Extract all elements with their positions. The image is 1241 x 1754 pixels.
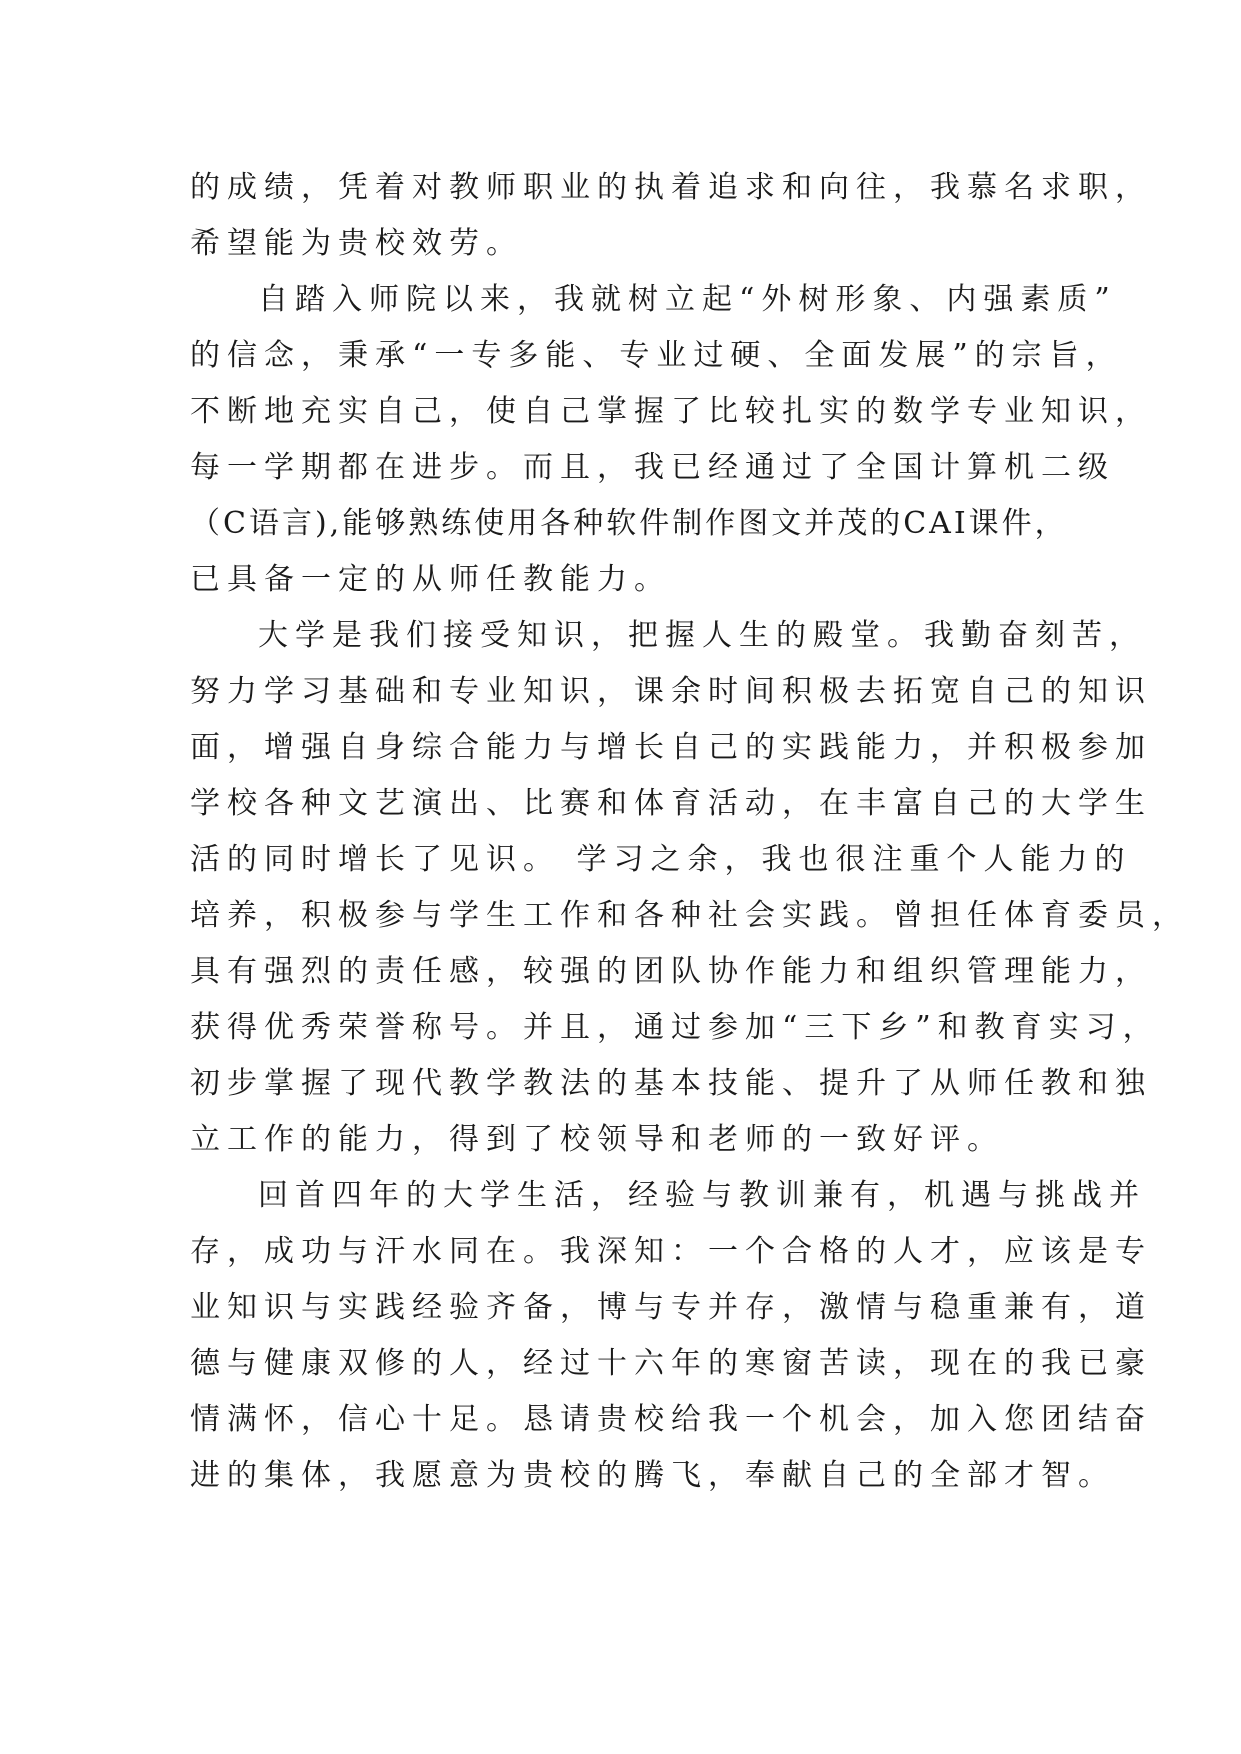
text-line: 情满怀，信心十足。恳请贵校给我一个机会，加入您团结奋	[190, 1402, 1152, 1437]
text-line: 获得优秀荣誉称号。并且，通过参加“三下乡”和教育实习，	[190, 1010, 1160, 1045]
text-line: 希望能为贵校效劳。	[190, 226, 523, 261]
text-line: 进的集体，我愿意为贵校的腾飞，奉献自己的全部才智。	[190, 1458, 1115, 1493]
text-line: 每一学期都在进步。而且，我已经通过了全国计算机二级	[190, 450, 1115, 485]
text-line: 初步掌握了现代教学教法的基本技能、提升了从师任教和独	[190, 1066, 1152, 1101]
text-line: 的信念，秉承“一专多能、专业过硬、全面发展”的宗旨，	[190, 338, 1123, 373]
text-line: 的成绩，凭着对教师职业的执着追求和向往，我慕名求职，	[190, 170, 1152, 205]
text-line: 活的同时增长了见识。 学习之余，我也很注重个人能力的	[190, 842, 1132, 877]
text-line: 业知识与实践经验齐备，博与专并存，激情与稳重兼有，道	[190, 1290, 1152, 1325]
text-line: 立工作的能力，得到了校领导和老师的一致好评。	[190, 1122, 1004, 1157]
text-line: 培养，积极参与学生工作和各种社会实践。曾担任体育委员，	[190, 898, 1189, 933]
paragraph-start-line: 大学是我们接受知识，把握人生的殿堂。我勤奋刻苦，	[258, 618, 1146, 653]
text-line: 已具备一定的从师任教能力。	[190, 562, 671, 597]
text-line: 努力学习基础和专业知识，课余时间积极去拓宽自己的知识	[190, 674, 1152, 709]
text-line: 不断地充实自己，使自己掌握了比较扎实的数学专业知识，	[190, 394, 1152, 429]
text-line: 学校各种文艺演出、比赛和体育活动，在丰富自己的大学生	[190, 786, 1152, 821]
paragraph-start-line: 自踏入师院以来，我就树立起“外树形象、内强素质”	[258, 282, 1117, 317]
text-line: 具有强烈的责任感，较强的团队协作能力和组织管理能力，	[190, 954, 1152, 989]
text-line: 德与健康双修的人，经过十六年的寒窗苦读，现在的我已豪	[190, 1346, 1152, 1381]
text-line: （C语言),能够熟练使用各种软件制作图文并茂的CAI课件，	[190, 506, 1068, 541]
document-body	[190, 160, 1189, 1504]
paragraph-start-line: 回首四年的大学生活，经验与教训兼有，机遇与挑战并	[258, 1178, 1146, 1213]
text-line: 面，增强自身综合能力与增长自己的实践能力，并积极参加	[190, 730, 1152, 765]
text-line: 存，成功与汗水同在。我深知：一个合格的人才，应该是专	[190, 1234, 1152, 1269]
